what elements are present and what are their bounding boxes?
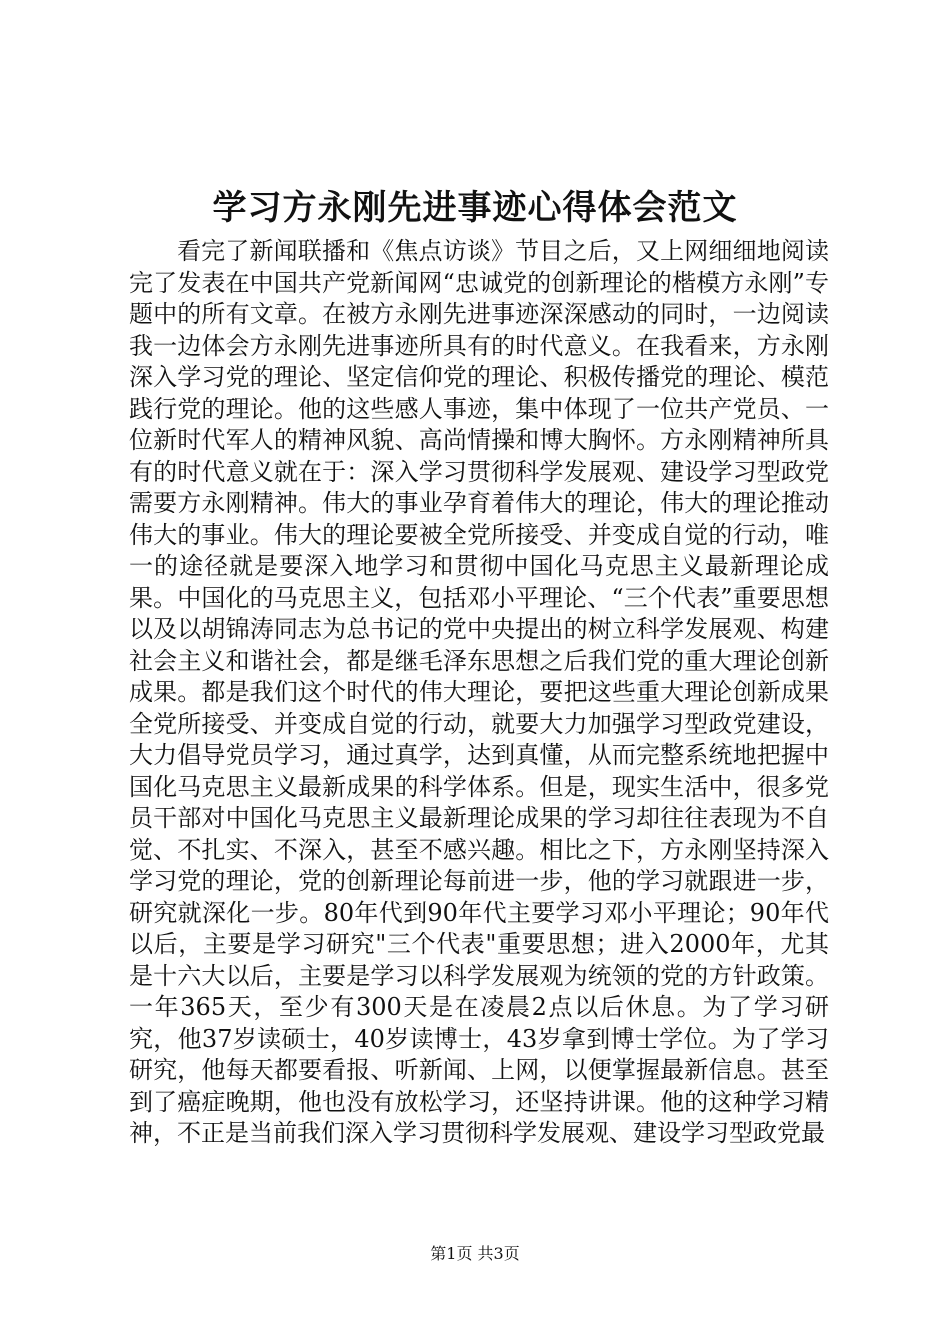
page-number-footer: 第1页 共3页	[430, 1244, 520, 1263]
body-paragraph: 看完了新闻联播和《焦点访谈》节目之后，又上网细细地阅读完了发表在中国共产党新闻网“忠诚党的创新理论的楷模方永刚”专题中的所有文章。在被方永刚先进事迹深深感动的同时，一边阅读我一边体会方永刚先进事迹所具有的时代意义。在我看来，方永刚深入学习党的理论、坚定信仰党的理论、积极传播党的理论、模范践行党的理论。他的这些感人事迹，集中体现了一位共产党员、一位新时代军人的精神风貌、高尚情操和博大胸怀。方永刚精神所具有的时代意义就在于：深入学习贯彻科学发展观、建设学习型政党需要方永刚精神。伟大的事业孕育着伟大的理论，伟大的理论推动伟大的事业。伟大的理论要被全党所接受、并变成自觉的行动，唯一的途径就是要深入地学习和贯彻中国化马克思主义最新理论成果。中国化的马克思主义，包括邓小平理论、“三个代表”重要思想以及以胡锦涛同志为总书记的党中央提出的树立科学发展观、构建社会主义和谐社会，都是继毛泽东思想之后我们党的重大理论创新成果。都是我们这个时代的伟大理论，要把这些重大理论创新成果全党所接受、并变成自觉的行动，就要大力加强学习型政党建设，大力倡导党员学习，通过真学，达到真懂，从而完整系统地把握中国化马克思主义最新成果的科学体系。但是，现实生活中，很多党员干部对中国化马克思主义最新理论成果的学习却往往表现为不自觉、不扎实、不深入，甚至不感兴趣。相比之下，方永刚坚持深入学习党的理论，党的创新理论每前进一步，他的学习就跟进一步，研究就深化一步。80年代到90年代主要学习邓小平理论；90年代以后，主要是学习研究"三个代表"重要思想；进入2000年，尤其是十六大以后，主要是学习以科学发展观为统领的党的方针政策。一年365天，至少有300天是在凌晨2点以后休息。为了学习研究，他37岁读硕士，40岁读博士，43岁拿到博士学位。为了学习研究，他每天都要看报、听新闻、上网，以便掌握最新信息。甚至到了癌症晚期，他也没有放松学习，还坚持讲课。他的这种学习精神，不正是当前我们深入学习贯彻科学发展观、建设学习型政党最	[129, 237, 829, 1147]
document-title: 学习方永刚先进事迹心得体会范文	[212, 188, 738, 228]
